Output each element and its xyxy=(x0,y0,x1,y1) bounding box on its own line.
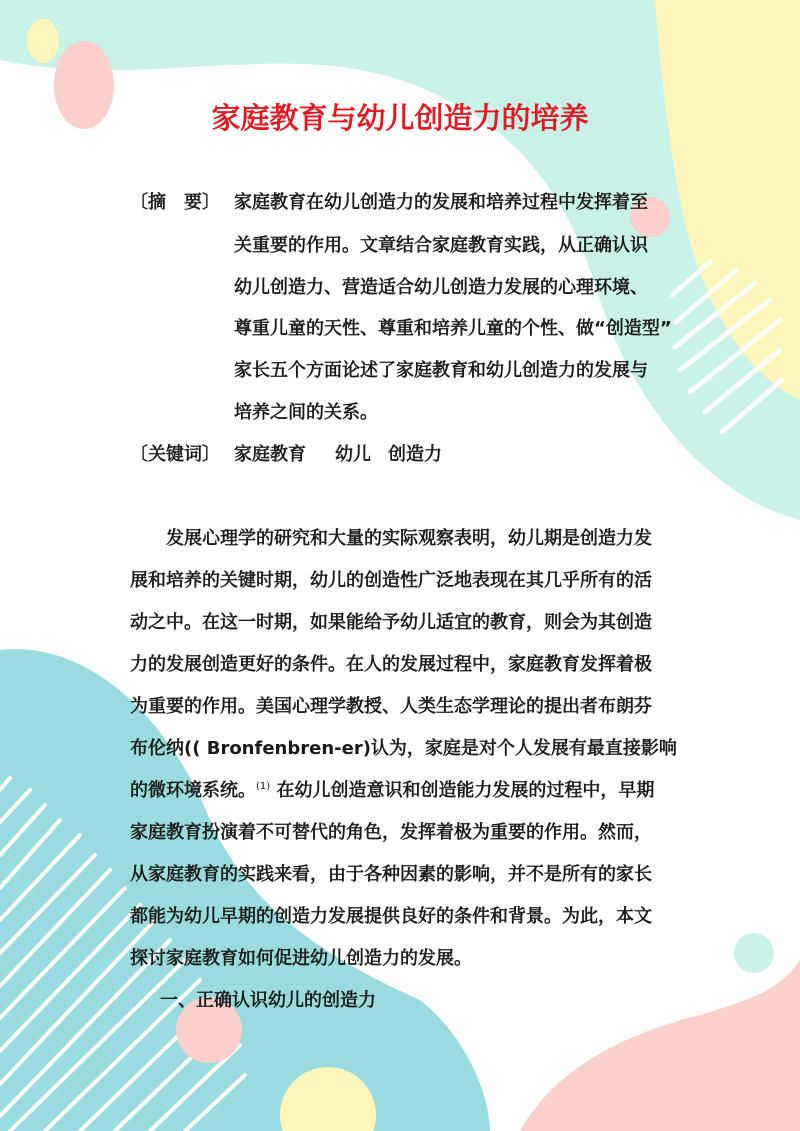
body-line: 家庭教育扮演着不可替代的角色，发挥着极为重要的作用。然而， xyxy=(130,822,652,843)
abstract-label: 〔摘 要〕 xyxy=(130,192,220,213)
abstract-line: 尊重儿童的天性、尊重和培养儿童的个性、做“创造型” xyxy=(234,318,672,339)
body-line: 探讨家庭教育如何促进幼儿创造力的发展。 xyxy=(130,948,472,969)
abstract-line: 培养之间的关系。 xyxy=(234,402,378,423)
section-heading: 一、正确认识幼儿的创造力 xyxy=(160,990,376,1011)
keyword: 幼儿 xyxy=(335,444,371,465)
body-line: 展和培养的关键时期，幼儿的创造性广泛地表现在其几乎所有的活 xyxy=(130,570,652,591)
keyword: 家庭教育 xyxy=(234,444,306,465)
body-line: 从家庭教育的实践来看，由于各种因素的影响，并不是所有的家长 xyxy=(130,864,652,885)
abstract-line: 家长五个方面论述了家庭教育和幼儿创造力的发展与 xyxy=(234,360,648,381)
citation-text-before: 的微环境系统。 xyxy=(130,780,256,801)
body-line: 动之中。在这一时期，如果能给予幼儿适宜的教育，则会为其创造 xyxy=(130,612,652,633)
abstract-line: 幼儿创造力、营造适合幼儿创造力发展的心理环境、 xyxy=(234,277,648,298)
citation-text-after: 在幼儿创造意识和创造能力发展的过程中，早期 xyxy=(270,780,655,801)
keywords-label: 〔关键词〕 xyxy=(130,444,220,465)
abstract-line: 家庭教育在幼儿创造力的发展和培养过程中发挥着至 xyxy=(234,192,648,213)
footnote-reference[interactable]: (1) xyxy=(256,781,271,792)
body-line: 力的发展创造更好的条件。在人的发展过程中，家庭教育发挥着极 xyxy=(130,654,652,675)
keyword: 创造力 xyxy=(388,444,442,465)
document-title: 家庭教育与幼儿创造力的培养 xyxy=(211,101,589,135)
body-line: 发展心理学的研究和大量的实际观察表明，幼儿期是创造力发 xyxy=(130,528,652,549)
body-line: 为重要的作用。美国心理学教授、人类生态学理论的提出者布朗芬 xyxy=(130,696,652,717)
body-line: 布伦纳(( Bronfenbren-er)认为，家庭是对个人发展有最直接影响 xyxy=(130,738,677,759)
abstract-line: 关重要的作用。文章结合家庭教育实践，从正确认识 xyxy=(234,235,648,256)
body-line-citation xyxy=(130,776,654,802)
body-line: 都能为幼儿早期的创造力发展提供良好的条件和背景。为此，本文 xyxy=(130,906,652,927)
